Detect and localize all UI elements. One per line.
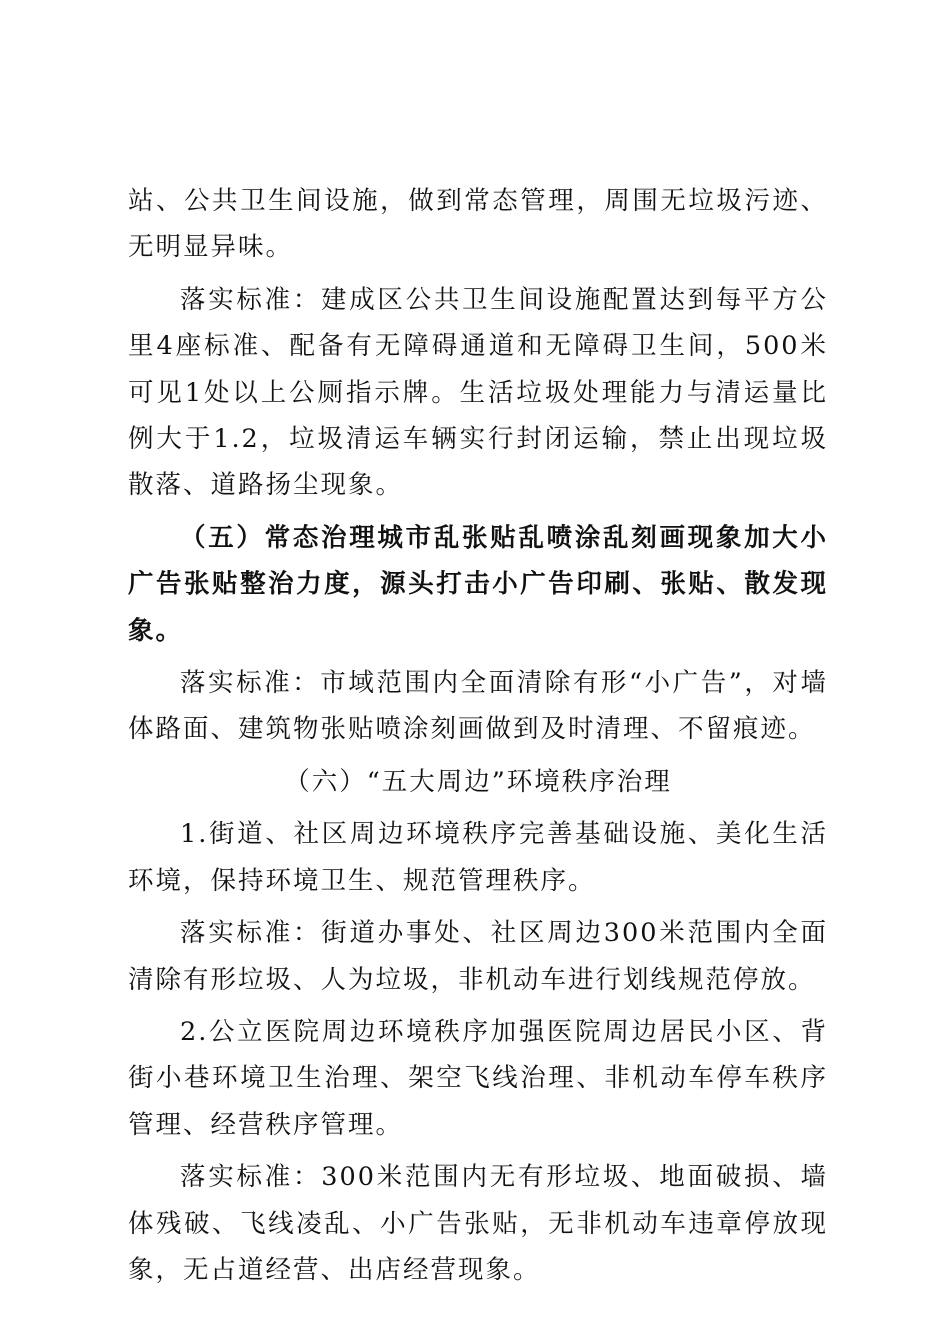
paragraph-item-1-streets: 1.街道、社区周边环境秩序完善基础设施、美化生活环境，保持环境卫生、规范管理秩序。 <box>128 819 828 896</box>
section-heading-six: （六）“五大周边”环境秩序治理 <box>284 766 672 797</box>
paragraph-standard-streets: 落实标准：街道办事处、社区周边300米范围内全面清除有形垃圾、人为垃圾，非机动车进行划线规范停放。 <box>128 918 828 995</box>
paragraph-standard-hospitals: 落实标准：300米范围内无有形垃圾、地面破损、墙体残破、飞线凌乱、小广告张贴，无非机动车违章停放现象，无占道经营、出店经营现象。 <box>128 1162 828 1285</box>
paragraph-standard-ads: 落实标准：市域范围内全面清除有形“小广告”，对墙体路面、建筑物张贴喷涂刻画做到及时清理、不留痕迹。 <box>128 668 828 745</box>
paragraph-standard-toilets: 落实标准：建成区公共卫生间设施配置达到每平方公里4座标准、配备有无障碍通道和无障碍卫生间，500米可见1处以上公厕指示牌。生活垃圾处理能力与清运量比例大于1.2，垃圾清运车辆实行封闭运输，禁止出现垃圾散落、道路扬尘现象。 <box>128 284 828 501</box>
paragraph-item-2-hospitals: 2.公立医院周边环境秩序加强医院周边居民小区、背街小巷环境卫生治理、架空飞线治理、非机动车停车秩序管理、经营秩序管理。 <box>128 1016 828 1140</box>
section-heading-five: （五）常态治理城市乱张贴乱喷涂乱刻画现象加大小广告张贴整治力度，源头打击小广告印刷、张贴、散发现象。 <box>128 522 828 646</box>
document-page <box>128 178 828 1293</box>
paragraph-continued-sanitation: 站、公共卫生间设施，做到常态管理，周围无垃圾污迹、无明显异味。 <box>128 186 828 263</box>
